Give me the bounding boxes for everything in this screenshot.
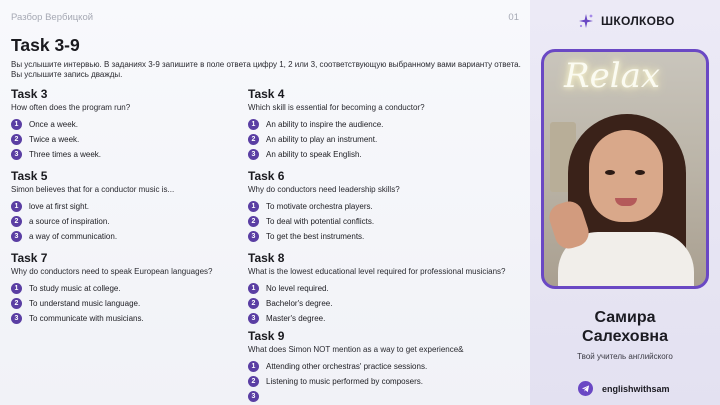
page-title: Task 3-9 bbox=[11, 35, 80, 55]
option-number-badge: 3 bbox=[248, 149, 259, 160]
option-text: An ability to speak English. bbox=[266, 150, 362, 159]
task-title: Task 5 bbox=[11, 169, 48, 183]
answer-option bbox=[248, 214, 400, 229]
answer-option bbox=[11, 117, 130, 132]
answer-option bbox=[11, 214, 174, 229]
option-text: No level required. bbox=[266, 284, 329, 293]
task-title: Task 4 bbox=[248, 87, 285, 101]
instructions-text: Вы услышите интервью. В заданиях 3-9 запишите в поле ответа цифру 1, 2 или 3, соответствующую выбранному вами варианту ответа. Вы услышите запись дважды. bbox=[11, 60, 521, 79]
answer-option bbox=[248, 147, 425, 162]
answer-options bbox=[11, 199, 174, 244]
option-number-badge: 3 bbox=[11, 149, 22, 160]
answer-option bbox=[248, 389, 464, 404]
slide-header bbox=[11, 12, 519, 26]
option-text: To understand music language. bbox=[29, 299, 141, 308]
task-title: Task 7 bbox=[11, 251, 48, 265]
option-number-badge: 1 bbox=[248, 283, 259, 294]
task-5 bbox=[11, 169, 174, 244]
presenter-video bbox=[541, 49, 709, 289]
option-text: An ability to play an instrument. bbox=[266, 135, 378, 144]
answer-options bbox=[248, 117, 425, 162]
answer-options bbox=[248, 359, 464, 404]
option-number-badge: 1 bbox=[248, 361, 259, 372]
sparkle-icon bbox=[578, 13, 594, 29]
answer-option bbox=[248, 374, 464, 389]
answer-option bbox=[248, 311, 505, 326]
option-text: Bachelor's degree. bbox=[266, 299, 333, 308]
task-question: Simon believes that for a conductor music is... bbox=[11, 185, 175, 194]
task-question: Which skill is essential for becoming a conductor? bbox=[248, 103, 425, 112]
brand-name: ШКОЛКОВО bbox=[601, 14, 675, 28]
answer-option bbox=[11, 229, 174, 244]
option-number-badge: 2 bbox=[248, 376, 259, 387]
answer-option bbox=[248, 296, 505, 311]
option-text: Once a week. bbox=[29, 120, 78, 129]
option-text: To communicate with musicians. bbox=[29, 314, 144, 323]
task-title: Task 3 bbox=[11, 87, 48, 101]
task-6 bbox=[248, 169, 400, 244]
answer-option bbox=[248, 281, 505, 296]
option-number-badge: 1 bbox=[248, 119, 259, 130]
option-text: To deal with potential conflicts. bbox=[266, 217, 375, 226]
option-text: love at first sight. bbox=[29, 202, 90, 211]
speaker-first-name: Самира bbox=[594, 309, 656, 326]
option-text: Twice a week. bbox=[29, 135, 80, 144]
answer-option bbox=[11, 311, 212, 326]
option-number-badge: 3 bbox=[11, 313, 22, 324]
answer-options bbox=[248, 199, 400, 244]
task-4 bbox=[248, 87, 425, 162]
option-number-badge: 2 bbox=[248, 134, 259, 145]
option-text: Three times a week. bbox=[29, 150, 102, 159]
option-text: To study music at college. bbox=[29, 284, 121, 293]
answer-option bbox=[248, 359, 464, 374]
breadcrumb: Разбор Вербицкой bbox=[11, 12, 94, 23]
answer-option bbox=[248, 199, 400, 214]
option-number-badge: 2 bbox=[11, 216, 22, 227]
option-number-badge: 2 bbox=[248, 298, 259, 309]
answer-options bbox=[11, 117, 130, 162]
task-question: Why do conductors need leadership skills? bbox=[248, 185, 400, 194]
social-link[interactable] bbox=[578, 381, 670, 396]
neon-sign: Relax bbox=[564, 56, 661, 96]
task-title: Task 9 bbox=[248, 329, 285, 343]
answer-option bbox=[11, 296, 212, 311]
task-9 bbox=[248, 329, 464, 404]
option-text: An ability to inspire the audience. bbox=[266, 120, 384, 129]
option-number-badge: 1 bbox=[248, 201, 259, 212]
task-question: Why do conductors need to speak European languages? bbox=[11, 267, 213, 276]
answer-option bbox=[248, 132, 425, 147]
social-handle: englishwithsam bbox=[602, 383, 670, 394]
mouth bbox=[615, 198, 637, 206]
task-title: Task 6 bbox=[248, 169, 285, 183]
option-number-badge: 2 bbox=[11, 134, 22, 145]
answer-option bbox=[248, 229, 400, 244]
eye bbox=[635, 170, 645, 175]
option-number-badge: 1 bbox=[11, 283, 22, 294]
brand-logo bbox=[578, 13, 675, 29]
speaker-role: Твой учитель английского bbox=[577, 352, 673, 361]
option-number-badge: 2 bbox=[11, 298, 22, 309]
speaker-card bbox=[530, 308, 720, 361]
option-number-badge: 3 bbox=[248, 313, 259, 324]
option-number-badge: 3 bbox=[11, 231, 22, 242]
option-text: To motivate orchestra players. bbox=[266, 202, 373, 211]
presenter-face bbox=[589, 130, 663, 222]
option-number-badge: 1 bbox=[11, 119, 22, 130]
option-number-badge: 3 bbox=[248, 391, 259, 402]
answer-options bbox=[248, 281, 505, 326]
eye bbox=[605, 170, 615, 175]
option-text: Master's degree. bbox=[266, 314, 326, 323]
option-text: To get the best instruments. bbox=[266, 232, 365, 241]
option-text: Listening to music performed by composers. bbox=[266, 377, 423, 386]
option-text: a source of inspiration. bbox=[29, 217, 110, 226]
option-number-badge: 3 bbox=[248, 231, 259, 242]
task-7 bbox=[11, 251, 212, 326]
answer-option bbox=[11, 281, 212, 296]
task-question: What does Simon NOT mention as a way to get experience& bbox=[248, 345, 464, 354]
answer-option bbox=[11, 199, 174, 214]
task-question: What is the lowest educational level required for professional musicians? bbox=[248, 267, 506, 276]
page-number: 01 bbox=[508, 12, 519, 23]
presenter-panel bbox=[530, 0, 720, 405]
speaker-last-name: Салеховна bbox=[582, 328, 668, 345]
option-text: Attending other orchestras' practice sessions. bbox=[266, 362, 428, 371]
task-question: How often does the program run? bbox=[11, 103, 131, 112]
telegram-icon bbox=[578, 381, 593, 396]
option-number-badge: 1 bbox=[11, 201, 22, 212]
task-3 bbox=[11, 87, 130, 162]
answer-option bbox=[11, 147, 130, 162]
task-8 bbox=[248, 251, 505, 326]
option-number-badge: 2 bbox=[248, 216, 259, 227]
answer-option bbox=[248, 117, 425, 132]
answer-options bbox=[11, 281, 212, 326]
answer-option bbox=[11, 132, 130, 147]
task-title: Task 8 bbox=[248, 251, 285, 265]
option-text: a way of communication. bbox=[29, 232, 118, 241]
